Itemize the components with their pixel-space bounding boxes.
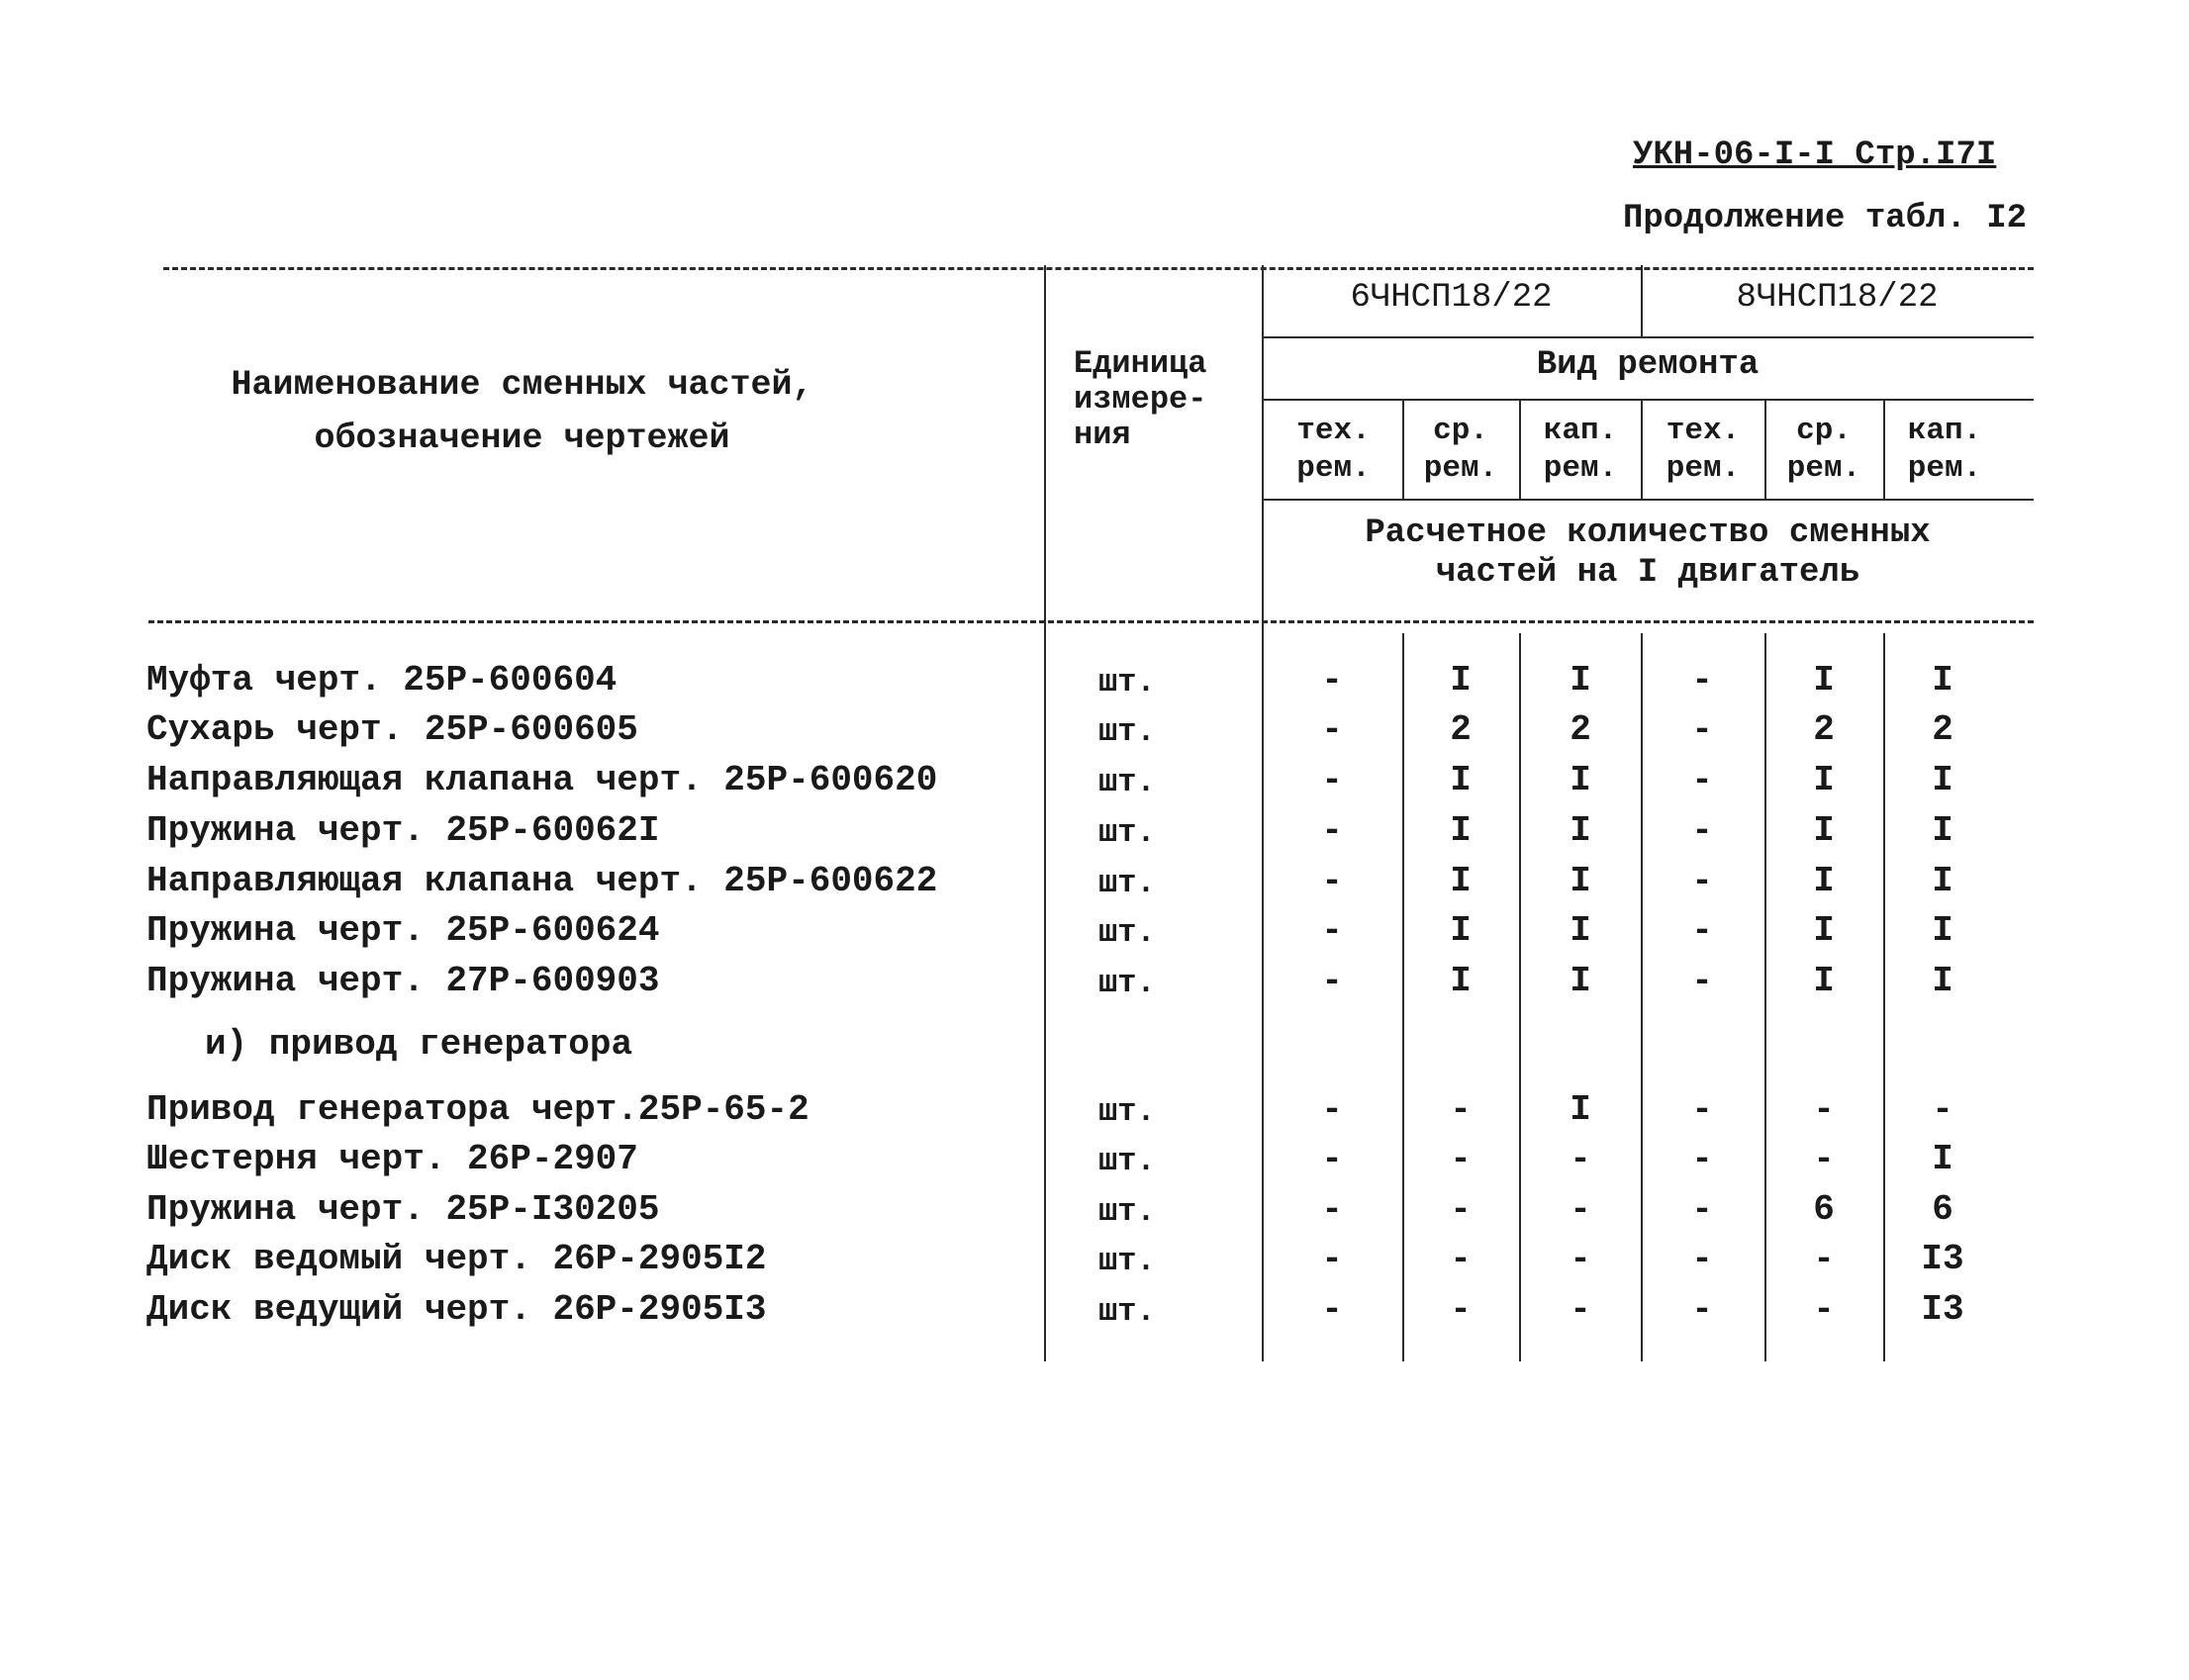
quantity-cell: - bbox=[1321, 709, 1343, 750]
table-top-rule bbox=[163, 267, 2034, 270]
quantity-cell: I bbox=[1570, 660, 1591, 700]
quantity-cell: I bbox=[1450, 861, 1472, 901]
repair-type-header: Вид ремонта bbox=[1536, 346, 1760, 384]
calculated-quantity-header-line2: частей на I двигатель bbox=[1435, 554, 1860, 592]
quantity-cell: I bbox=[1813, 810, 1835, 851]
engine-header-rule bbox=[1262, 336, 2034, 338]
quantity-cell: I3 bbox=[1921, 1239, 1964, 1279]
quantity-cell: - bbox=[1570, 1189, 1591, 1230]
quantity-cell: - bbox=[1691, 1089, 1713, 1130]
quantity-cell: I bbox=[1570, 810, 1591, 851]
subheader-mid-repair-2: ср. рем. bbox=[1786, 414, 1861, 486]
quantity-cell: - bbox=[1570, 1239, 1591, 1279]
quantity-cell: I bbox=[1932, 861, 1953, 901]
quantity-cell: I bbox=[1570, 760, 1591, 800]
quantity-cell: I bbox=[1813, 660, 1835, 700]
quantity-cell: - bbox=[1570, 1139, 1591, 1179]
name-column-header-line2: обозначение чертежей bbox=[314, 419, 730, 458]
quantity-cell: - bbox=[1321, 961, 1343, 1001]
quantity-cell: - bbox=[1691, 760, 1713, 800]
quantity-cell: - bbox=[1321, 660, 1343, 700]
unit-cell: шт. bbox=[1098, 1293, 1156, 1330]
quantity-cell: I bbox=[1813, 961, 1835, 1001]
part-name: Пружина черт. 25Р-60062I bbox=[146, 810, 660, 851]
quantity-cell: I bbox=[1932, 961, 1953, 1001]
quantity-cell: - bbox=[1813, 1139, 1835, 1179]
quantity-cell: - bbox=[1691, 660, 1713, 700]
quantity-cell: - bbox=[1691, 1239, 1713, 1279]
quantity-cell: 6 bbox=[1932, 1189, 1953, 1230]
quantity-cell: I bbox=[1450, 810, 1472, 851]
unit-column-header-line1: Единица bbox=[1074, 345, 1207, 382]
part-name: Шестерня черт. 26Р-2907 bbox=[146, 1139, 638, 1179]
part-name: Направляющая клапана черт. 25Р-600622 bbox=[146, 861, 938, 901]
quantity-cell: - bbox=[1321, 1239, 1343, 1279]
quantity-cell: I bbox=[1450, 961, 1472, 1001]
quantity-cell: - bbox=[1321, 910, 1343, 951]
data-divider-2 bbox=[1519, 633, 1521, 1361]
quantity-cell: I bbox=[1813, 760, 1835, 800]
data-divider-1 bbox=[1402, 633, 1404, 1361]
quantity-cell: I bbox=[1570, 1089, 1591, 1130]
unit-cell: шт. bbox=[1098, 965, 1156, 1001]
quantity-cell: I bbox=[1570, 910, 1591, 951]
data-divider-5 bbox=[1883, 633, 1885, 1361]
subheader-cap-repair-2: кап. рем. bbox=[1907, 414, 1982, 486]
data-divider-4 bbox=[1764, 633, 1766, 1361]
unit-cell: шт. bbox=[1098, 865, 1156, 901]
quantity-cell: - bbox=[1691, 1139, 1713, 1179]
quantity-cell: - bbox=[1450, 1139, 1472, 1179]
document-code: УКН-06-I-I Стр.I7I bbox=[1633, 137, 1997, 174]
quantity-cell: I bbox=[1932, 760, 1953, 800]
quantity-cell: - bbox=[1691, 810, 1713, 851]
unit-cell: шт. bbox=[1098, 1243, 1156, 1279]
quantity-cell: - bbox=[1691, 910, 1713, 951]
unit-cell: шт. bbox=[1098, 764, 1156, 800]
quantity-cell: 2 bbox=[1570, 709, 1591, 750]
name-column-header-line1: Наименование сменных частей, bbox=[231, 365, 813, 405]
quantity-cell: - bbox=[1691, 709, 1713, 750]
quantity-cell: I bbox=[1450, 660, 1472, 700]
quantity-cell: - bbox=[1570, 1289, 1591, 1330]
section-heading: и) привод генератора bbox=[205, 1024, 633, 1065]
quantity-cell: - bbox=[1813, 1239, 1835, 1279]
engine-2-header: 8ЧНСП18/22 bbox=[1736, 279, 1939, 317]
quantity-cell: - bbox=[1691, 1289, 1713, 1330]
part-name: Направляющая клапана черт. 25Р-600620 bbox=[146, 760, 938, 800]
engine-1-header: 6ЧНСП18/22 bbox=[1350, 279, 1553, 317]
quantity-cell: - bbox=[1321, 1189, 1343, 1230]
quantity-cell: - bbox=[1321, 861, 1343, 901]
quantity-cell: - bbox=[1321, 1289, 1343, 1330]
quantity-cell: - bbox=[1691, 961, 1713, 1001]
quantity-cell: I bbox=[1932, 1139, 1953, 1179]
unit-cell: шт. bbox=[1098, 914, 1156, 951]
quantity-cell: I bbox=[1932, 810, 1953, 851]
repair-type-rule bbox=[1262, 399, 2034, 401]
quantity-cell: - bbox=[1321, 1139, 1343, 1179]
part-name: Пружина черт. 27Р-600903 bbox=[146, 961, 660, 1001]
name-column-divider bbox=[1044, 265, 1046, 1361]
quantity-cell: I bbox=[1450, 910, 1472, 951]
quantity-cell: - bbox=[1321, 810, 1343, 851]
quantity-cell: - bbox=[1691, 861, 1713, 901]
quantity-cell: - bbox=[1932, 1089, 1953, 1130]
quantity-cell: I bbox=[1932, 660, 1953, 700]
unit-cell: шт. bbox=[1098, 664, 1156, 700]
table-continuation-label: Продолжение табл. I2 bbox=[1623, 200, 2028, 237]
quantity-cell: - bbox=[1450, 1239, 1472, 1279]
unit-column-header-line3: ния bbox=[1074, 417, 1131, 453]
part-name: Привод генератора черт.25Р-65-2 bbox=[146, 1089, 809, 1130]
unit-cell: шт. bbox=[1098, 814, 1156, 851]
unit-cell: шт. bbox=[1098, 1143, 1156, 1179]
quantity-cell: - bbox=[1691, 1189, 1713, 1230]
quantity-cell: 6 bbox=[1813, 1189, 1835, 1230]
quantity-cell: - bbox=[1813, 1289, 1835, 1330]
unit-cell: шт. bbox=[1098, 1193, 1156, 1230]
part-name: Пружина черт. 25Р-600624 bbox=[146, 910, 660, 951]
quantity-cell: I bbox=[1813, 910, 1835, 951]
unit-cell: шт. bbox=[1098, 1093, 1156, 1130]
quantity-cell: I bbox=[1570, 961, 1591, 1001]
subheader-tech-repair-2: тех. рем. bbox=[1666, 414, 1741, 486]
quantity-cell: - bbox=[1450, 1189, 1472, 1230]
quantity-cell: - bbox=[1450, 1089, 1472, 1130]
data-divider-3 bbox=[1641, 633, 1643, 1361]
part-name: Сухарь черт. 25Р-600605 bbox=[146, 709, 638, 750]
quantity-cell: - bbox=[1813, 1089, 1835, 1130]
subheader-rule bbox=[1262, 499, 2034, 501]
unit-cell: шт. bbox=[1098, 713, 1156, 750]
quantity-cell: I3 bbox=[1921, 1289, 1964, 1330]
part-name: Диск ведущий черт. 26Р-2905I3 bbox=[146, 1289, 767, 1330]
part-name: Муфта черт. 25Р-600604 bbox=[146, 660, 618, 700]
subheader-tech-repair-1: тех. рем. bbox=[1296, 414, 1371, 486]
subheader-cap-repair-1: кап. рем. bbox=[1543, 414, 1618, 486]
part-name: Диск ведомый черт. 26Р-2905I2 bbox=[146, 1239, 767, 1279]
subheader-mid-repair-1: ср. рем. bbox=[1423, 414, 1498, 486]
quantity-cell: I bbox=[1570, 861, 1591, 901]
unit-column-divider bbox=[1262, 265, 1264, 1361]
quantity-cell: I bbox=[1813, 861, 1835, 901]
quantity-cell: 2 bbox=[1932, 709, 1953, 750]
quantity-cell: 2 bbox=[1813, 709, 1835, 750]
part-name: Пружина черт. 25Р-I30205 bbox=[146, 1189, 660, 1230]
quantity-cell: - bbox=[1321, 1089, 1343, 1130]
header-bottom-rule bbox=[148, 620, 2034, 623]
quantity-cell: 2 bbox=[1450, 709, 1472, 750]
calculated-quantity-header-line1: Расчетное количество сменных bbox=[1365, 514, 1931, 552]
quantity-cell: I bbox=[1932, 910, 1953, 951]
quantity-cell: - bbox=[1321, 760, 1343, 800]
quantity-cell: I bbox=[1450, 760, 1472, 800]
unit-column-header-line2: измере- bbox=[1074, 381, 1207, 418]
quantity-cell: - bbox=[1450, 1289, 1472, 1330]
